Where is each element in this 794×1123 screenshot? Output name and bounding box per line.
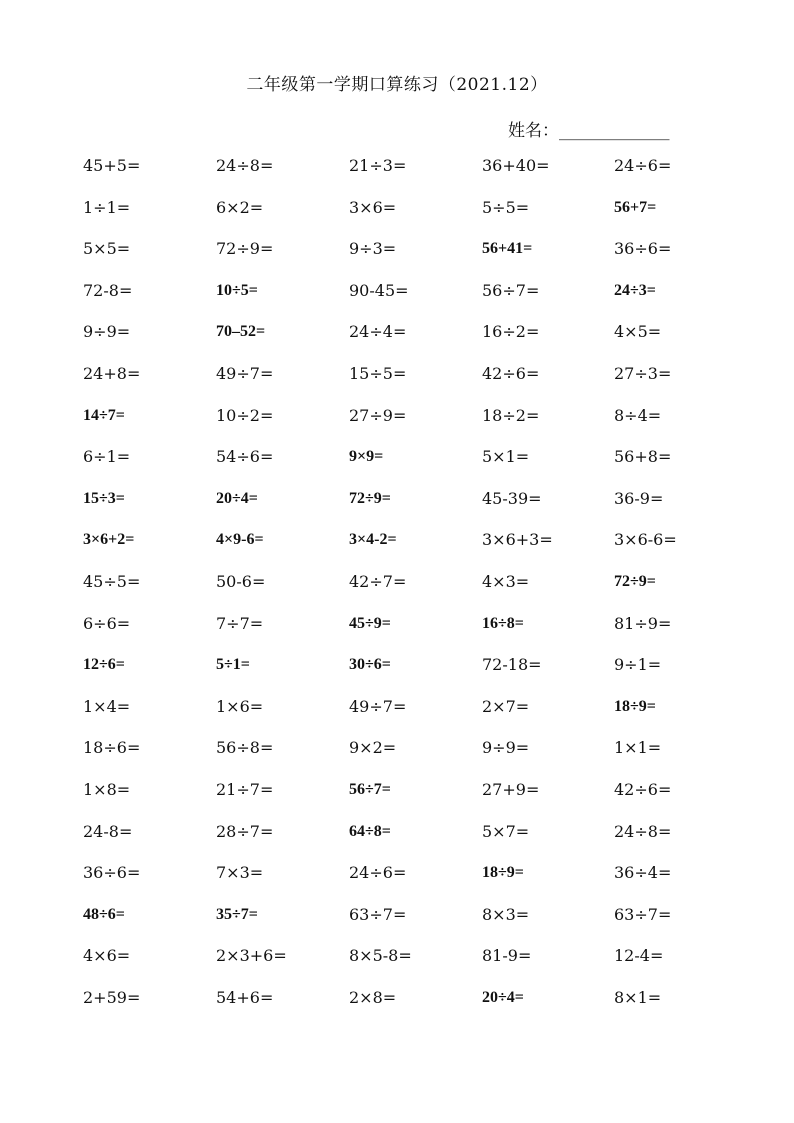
arithmetic-problem: 36÷6= xyxy=(614,239,672,259)
arithmetic-problem: 24÷6= xyxy=(614,156,672,175)
arithmetic-problem: 56÷8= xyxy=(216,738,274,758)
arithmetic-problem: 42÷7= xyxy=(349,571,407,591)
problem-row xyxy=(0,528,794,570)
arithmetic-problem: 54÷6= xyxy=(216,447,274,467)
arithmetic-problem: 64÷8= xyxy=(349,822,391,840)
arithmetic-problem: 14÷7= xyxy=(83,406,125,424)
arithmetic-problem: 6÷1= xyxy=(83,447,131,467)
arithmetic-problem: 3×4-2= xyxy=(349,531,397,549)
problem-row xyxy=(0,944,794,986)
arithmetic-problem: 45÷9= xyxy=(349,614,391,632)
arithmetic-problem: 70–52= xyxy=(216,323,266,341)
problem-row xyxy=(0,861,794,903)
arithmetic-problem: 27÷9= xyxy=(349,405,407,425)
arithmetic-problem: 45+5= xyxy=(83,156,141,175)
arithmetic-problem: 50-6= xyxy=(216,571,266,591)
arithmetic-problem: 90-45= xyxy=(349,280,409,300)
arithmetic-problem: 3×6-6= xyxy=(614,530,677,550)
arithmetic-problem: 24÷8= xyxy=(216,156,274,175)
arithmetic-problem: 12÷6= xyxy=(83,656,125,674)
arithmetic-problem: 27+9= xyxy=(482,779,540,799)
arithmetic-problem: 56+7= xyxy=(614,198,657,216)
page-title: 二年级第一学期口算练习（2021.12） xyxy=(246,75,548,95)
arithmetic-problem: 16÷2= xyxy=(482,322,540,342)
problem-row xyxy=(0,404,794,446)
arithmetic-problem: 30÷6= xyxy=(349,656,391,674)
arithmetic-problem: 9÷1= xyxy=(614,655,662,675)
arithmetic-problem: 20÷4= xyxy=(216,489,258,507)
arithmetic-problem: 72-8= xyxy=(83,280,133,300)
problem-row xyxy=(0,612,794,654)
arithmetic-problem: 8×1= xyxy=(614,987,662,1007)
arithmetic-problem: 56÷7= xyxy=(482,280,540,300)
arithmetic-problem: 6÷6= xyxy=(83,613,131,633)
problem-row xyxy=(0,279,794,321)
arithmetic-problem: 42÷6= xyxy=(482,363,540,383)
arithmetic-problem: 5×7= xyxy=(482,821,530,841)
arithmetic-problem: 8×5-8= xyxy=(349,946,412,966)
arithmetic-problem: 63÷7= xyxy=(614,904,672,924)
name-field-label: 姓名：_____________ xyxy=(508,121,670,141)
arithmetic-problem: 6×2= xyxy=(216,197,264,217)
arithmetic-problem: 49÷7= xyxy=(216,363,274,383)
arithmetic-problem: 81-9= xyxy=(482,946,532,966)
arithmetic-problem: 72-18= xyxy=(482,655,542,675)
arithmetic-problem: 5÷5= xyxy=(482,197,530,217)
arithmetic-problem: 1÷1= xyxy=(83,197,131,217)
arithmetic-problem: 5×5= xyxy=(83,239,131,259)
arithmetic-problem: 56+41= xyxy=(482,240,533,258)
arithmetic-problem: 3×6+2= xyxy=(83,531,135,549)
problem-row xyxy=(0,154,794,196)
arithmetic-problem: 36÷4= xyxy=(614,863,672,883)
arithmetic-problem: 9÷9= xyxy=(83,322,131,342)
arithmetic-problem: 10÷5= xyxy=(216,281,258,299)
arithmetic-problem: 4×9-6= xyxy=(216,531,264,549)
arithmetic-problem: 24+8= xyxy=(83,363,141,383)
problem-row xyxy=(0,903,794,945)
arithmetic-problem: 3×6= xyxy=(349,197,397,217)
arithmetic-problem: 42÷6= xyxy=(614,779,672,799)
arithmetic-problem: 9×9= xyxy=(349,448,384,466)
arithmetic-problem: 48÷6= xyxy=(83,905,125,923)
problem-row xyxy=(0,736,794,778)
arithmetic-problem: 8÷4= xyxy=(614,405,662,425)
arithmetic-problem: 3×6+3= xyxy=(482,530,553,550)
problem-row xyxy=(0,695,794,737)
arithmetic-problem: 63÷7= xyxy=(349,904,407,924)
arithmetic-problem: 10÷2= xyxy=(216,405,274,425)
arithmetic-problem: 28÷7= xyxy=(216,821,274,841)
arithmetic-problem: 2+59= xyxy=(83,987,141,1007)
arithmetic-problem: 56+8= xyxy=(614,447,672,467)
problem-row xyxy=(0,820,794,862)
arithmetic-problem: 24-8= xyxy=(83,821,133,841)
arithmetic-problem: 72÷9= xyxy=(349,489,391,507)
arithmetic-problem: 36÷6= xyxy=(83,863,141,883)
arithmetic-problem: 2×8= xyxy=(349,987,397,1007)
arithmetic-problem: 4×3= xyxy=(482,571,530,591)
arithmetic-problem: 36+40= xyxy=(482,156,550,175)
arithmetic-problem: 27÷3= xyxy=(614,363,672,383)
problem-row xyxy=(0,778,794,820)
arithmetic-problem: 81÷9= xyxy=(614,613,672,633)
arithmetic-problem: 1×8= xyxy=(83,779,131,799)
arithmetic-problem: 2×3+6= xyxy=(216,946,287,966)
arithmetic-problem: 24÷6= xyxy=(349,863,407,883)
arithmetic-problem: 18÷9= xyxy=(614,697,656,715)
problem-row xyxy=(0,320,794,362)
arithmetic-problem: 15÷5= xyxy=(349,363,407,383)
problem-row xyxy=(0,653,794,695)
arithmetic-problem: 2×7= xyxy=(482,696,530,716)
arithmetic-problem: 9÷3= xyxy=(349,239,397,259)
arithmetic-problem: 1×1= xyxy=(614,738,662,758)
arithmetic-problem: 21÷3= xyxy=(349,156,407,175)
arithmetic-problem: 24÷4= xyxy=(349,322,407,342)
problem-row xyxy=(0,986,794,1028)
arithmetic-problem: 9×2= xyxy=(349,738,397,758)
arithmetic-problem: 72÷9= xyxy=(614,572,656,590)
arithmetic-problem: 15÷3= xyxy=(83,489,125,507)
arithmetic-problem: 35÷7= xyxy=(216,905,258,923)
problem-row xyxy=(0,362,794,404)
problem-row xyxy=(0,570,794,612)
arithmetic-problem: 56÷7= xyxy=(349,780,391,798)
arithmetic-problem: 18÷9= xyxy=(482,864,524,882)
problem-row xyxy=(0,237,794,279)
arithmetic-problem: 12-4= xyxy=(614,946,664,966)
problem-row xyxy=(0,445,794,487)
arithmetic-problem: 54+6= xyxy=(216,987,274,1007)
arithmetic-problem: 36-9= xyxy=(614,488,664,508)
arithmetic-problem: 72÷9= xyxy=(216,239,274,259)
arithmetic-problem: 5×1= xyxy=(482,447,530,467)
arithmetic-problem: 18÷6= xyxy=(83,738,141,758)
arithmetic-problem: 4×5= xyxy=(614,322,662,342)
arithmetic-problem: 18÷2= xyxy=(482,405,540,425)
arithmetic-problem: 7×3= xyxy=(216,863,264,883)
arithmetic-problem: 49÷7= xyxy=(349,696,407,716)
arithmetic-problem: 45÷5= xyxy=(83,571,141,591)
arithmetic-problem: 24÷8= xyxy=(614,821,672,841)
problem-row xyxy=(0,487,794,529)
arithmetic-problem: 8×3= xyxy=(482,904,530,924)
arithmetic-problem: 1×6= xyxy=(216,696,264,716)
arithmetic-problem: 21÷7= xyxy=(216,779,274,799)
arithmetic-problem: 1×4= xyxy=(83,696,131,716)
arithmetic-problem: 45-39= xyxy=(482,488,542,508)
arithmetic-problem: 20÷4= xyxy=(482,988,524,1006)
arithmetic-problem: 9÷9= xyxy=(482,738,530,758)
arithmetic-problem: 5÷1= xyxy=(216,656,250,674)
arithmetic-problem: 24÷3= xyxy=(614,281,656,299)
arithmetic-problem: 16÷8= xyxy=(482,614,524,632)
problem-row xyxy=(0,196,794,238)
arithmetic-problem: 4×6= xyxy=(83,946,131,966)
problem-grid xyxy=(0,154,794,1027)
arithmetic-problem: 7÷7= xyxy=(216,613,264,633)
